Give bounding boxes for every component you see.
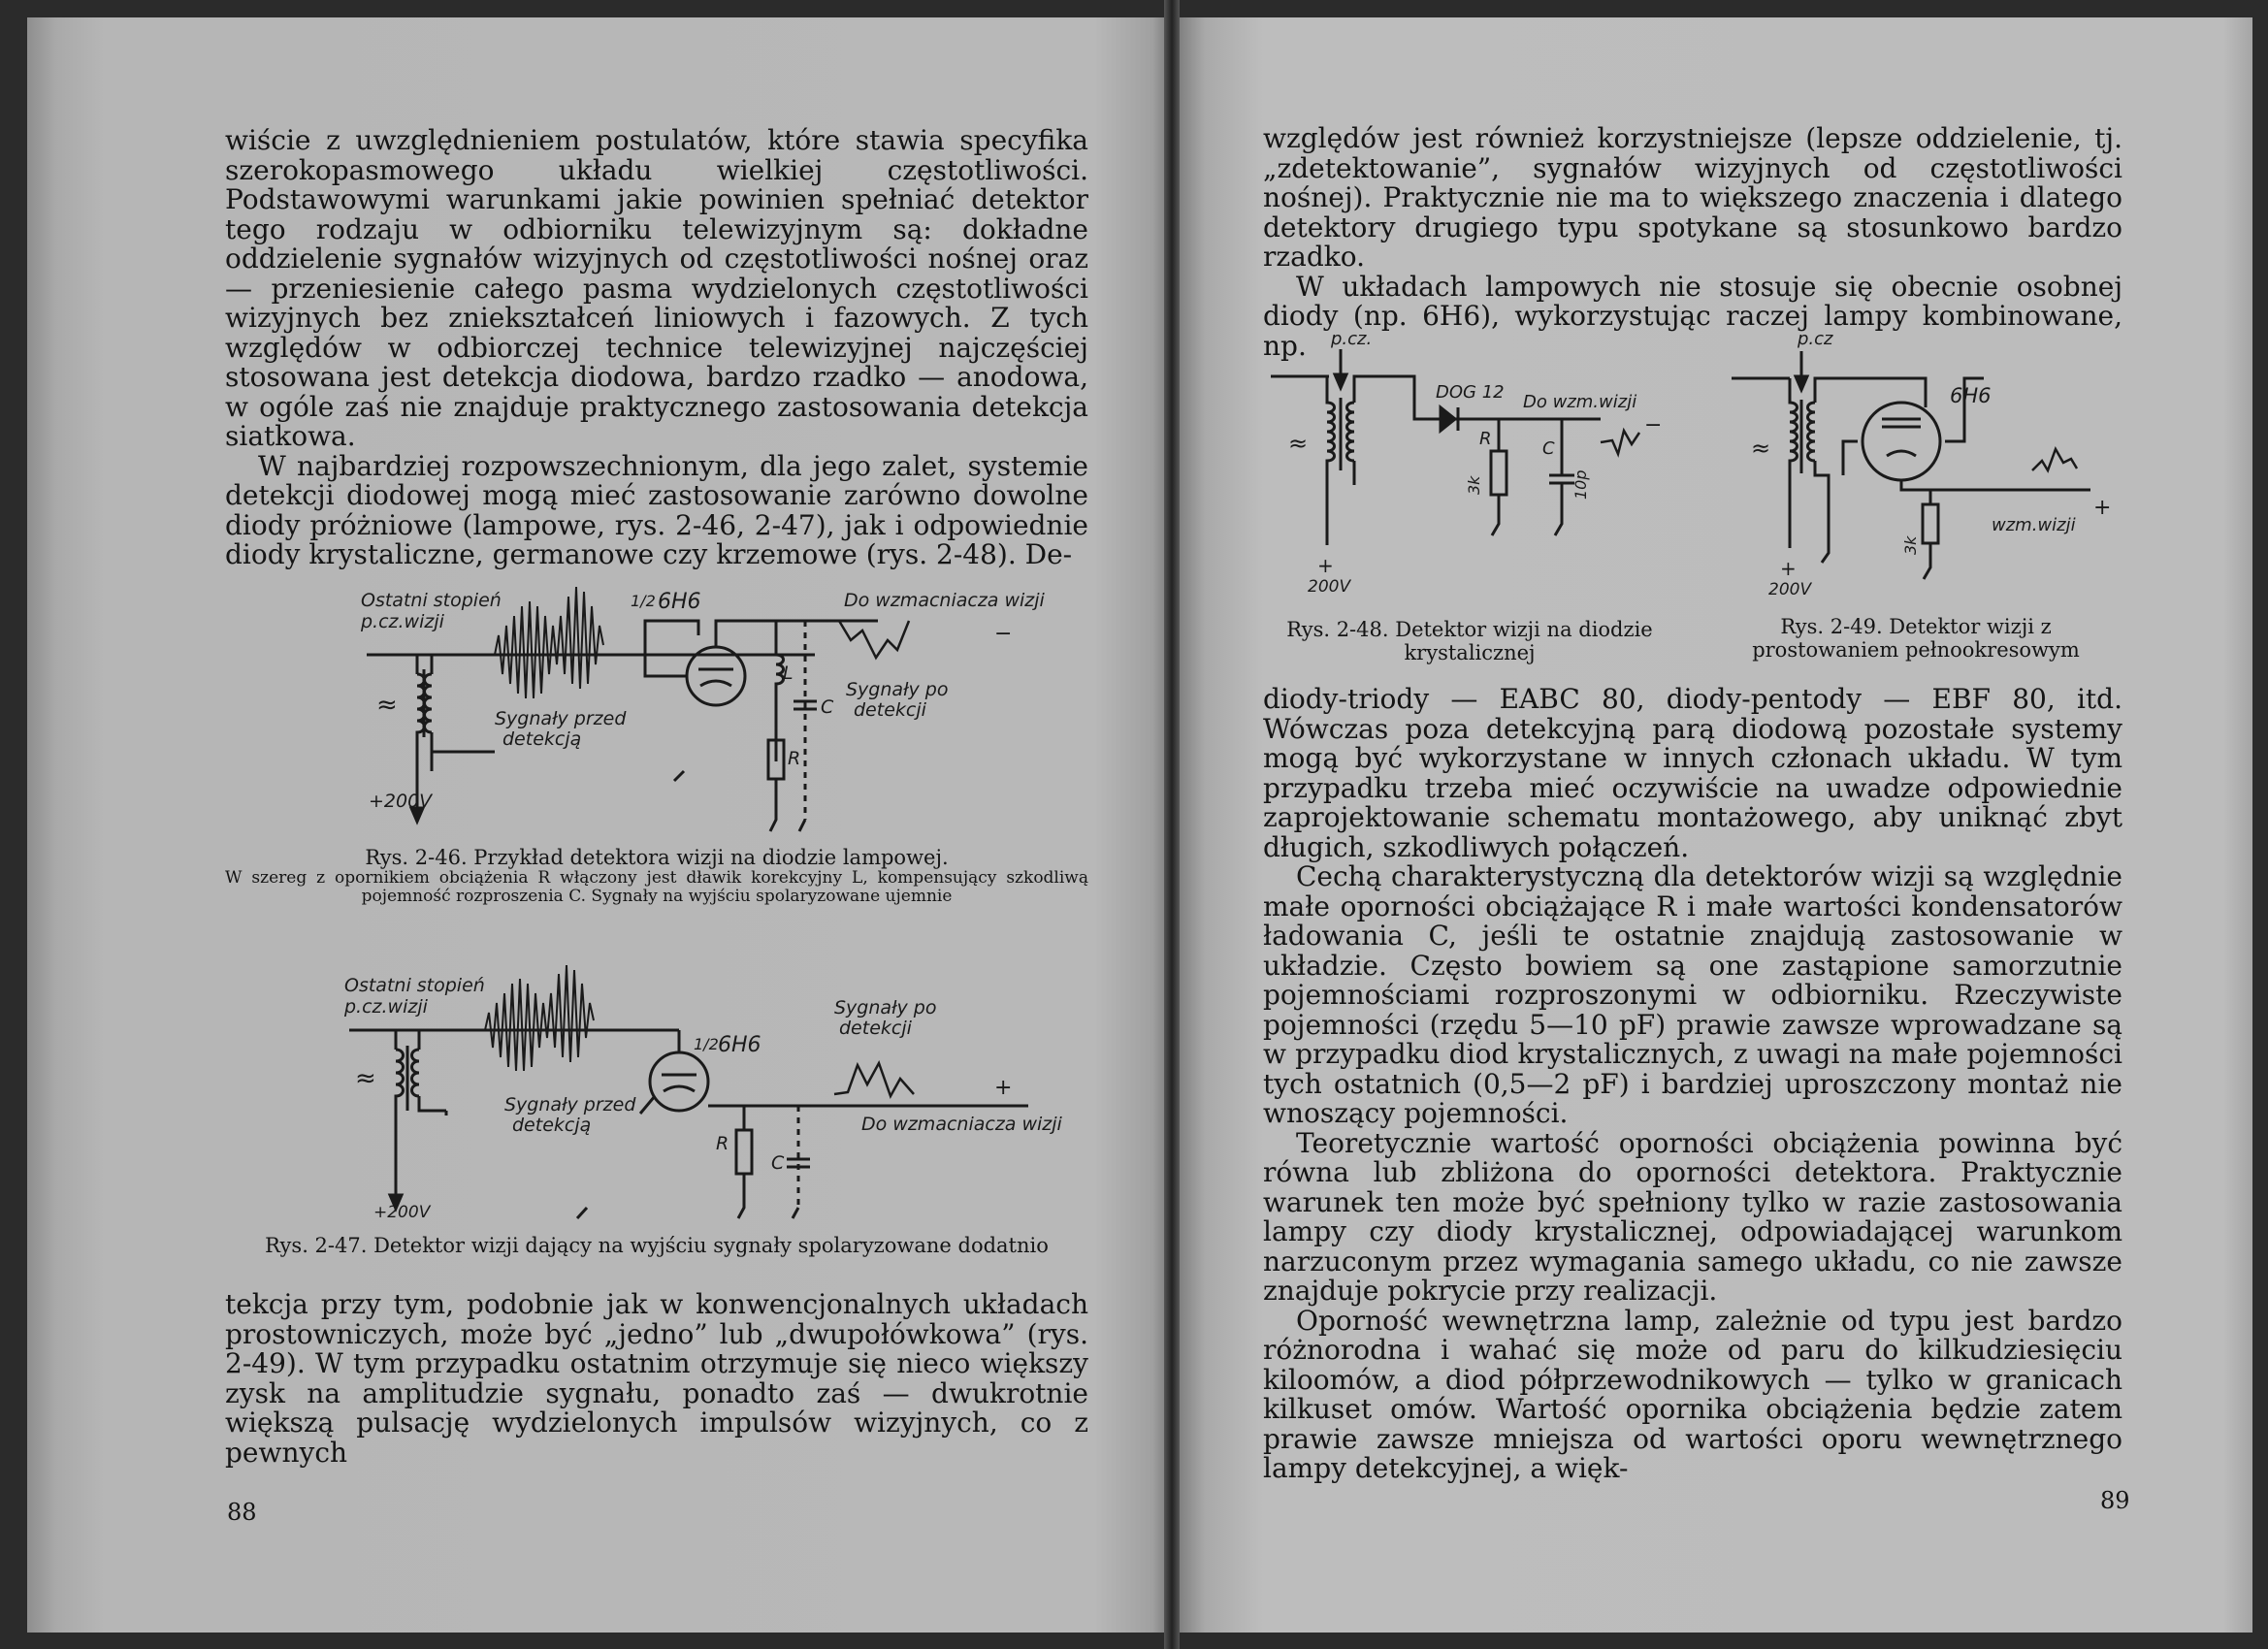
paragraph: Teoretycznie wartość oporności obciążenia powinna być równa lub zbliżona do oporności detektora. Praktycznie warunek ten może być spełniony tylko w razie zastosowania lampy czy diody krystalicznej, odpowiadającej warunkom narzuconym przez wymagania samego układu, co nie zawsze znajduje pokrycie przy realizacji.	[1263, 1126, 2122, 1307]
label-before: Sygnały przed	[504, 1094, 636, 1116]
left-body-bottom	[225, 1290, 1088, 1468]
right-body-top	[1263, 124, 2122, 361]
paragraph: Oporność wewnętrzna lamp, zależnie od typu jest bardzo różnorodna i wahać się może od paru do kilkudziesięciu kiloomów, a diod półprzewodnikowych — tylko w granicach kilkuset omów. Wartość opornika obciążenia będzie zatem prawie zawsze mniejsza od wartości oporu wewnętrznego lampy detekcyjnej, a więk-	[1263, 1304, 2122, 1484]
label-R: R	[1479, 429, 1492, 449]
label-plus: +	[994, 1076, 1013, 1100]
tube-fraction: 1/2	[694, 1035, 719, 1053]
label-before2: detekcją	[512, 1115, 592, 1136]
figure-caption: Rys. 2-49. Detektor wizji z prostowaniem pełnookresowym	[1752, 615, 2080, 662]
paragraph: Cechą charakterystyczną dla detektorów wizji są względnie małe oporności obciążające R i małe wartości kondensatorów ładowania C, jeśli te ostatnie znajdują zastosowanie w układzie. Często bowiem są one zastąpione samorzutnie pojemnościami rozproszonymi w odbiorniku. Rzeczywiste pojemności (rzędu 5—10 pF) prawie zawsze wprowadzane są w przypadku diod krystalicznych, z uwagi na małe pojemności tych ostatnich (0,5—2 pF) i bardziej uproszczony montaż nie wnoszący pojemności.	[1263, 860, 2122, 1129]
figure-caption: Rys. 2-46. Przykład detektora wizji na diodzie lampowej.	[365, 846, 949, 869]
label-plus: +	[1317, 554, 1334, 577]
label-before: Sygnały przed	[495, 708, 627, 729]
paragraph: W najbardziej rozpowszechnionym, dla jego zalet, systemie detekcji diodowej mogą mieć zastosowanie zarówno dowolne diody próżniowe (lampowe, rys. 2-46, 2-47), jak i odpowiednie diody krystaliczne, germanowe czy krzemowe (rys. 2-48). De-	[225, 449, 1088, 570]
label-stage2: p.cz.wizji	[361, 611, 444, 632]
label-out: Do wzm.wizji	[1523, 392, 1637, 412]
label-minus: −	[1644, 413, 1663, 437]
label-out: wzm.wizji	[1992, 515, 2076, 535]
label-minus: −	[994, 622, 1013, 646]
label-200v: 200V	[1308, 577, 1351, 597]
paragraph: tekcja przy tym, podobnie jak w konwencjonalnych układach prostowniczych, może być „jedno” lub „dwupołówkowa” (rys. 2-49). W tym przypadku ostatnim otrzymuje się nieco większy zysk na amplitudzie sygnału, ponadto zaś — dwukrotnie większą pulsację wydzielonych impulsów wizyjnych, co z pewnych	[225, 1288, 1088, 1469]
label-after: Sygnały po	[834, 997, 937, 1018]
fig46-caption-block	[225, 846, 1088, 906]
label-plus: +	[2093, 496, 2112, 520]
label-R: R	[788, 748, 801, 769]
label-200v: 200V	[1768, 580, 1812, 599]
approx-symbol: ≈	[355, 1064, 376, 1093]
label-diode: DOG 12	[1436, 382, 1505, 403]
figure-caption: Rys. 2-48. Detektor wizji na diodzie krystalicznej	[1286, 618, 1653, 664]
label-200v: +200V	[369, 791, 433, 812]
right-body-bottom	[1263, 685, 2122, 1484]
label-out: Do wzmacniacza wizji	[844, 590, 1045, 611]
paragraph: względów jest również korzystniejsze (lepsze oddzielenie, tj. „zdetektowanie”, sygnałów wizyjnych od częstotliwości nośnej). Praktycznie nie ma to większego znaczenia i dlatego detektory drugiego typu spotykane są stosunkowo bardzo rzadko.	[1263, 122, 2122, 273]
page-number-left: 88	[227, 1499, 257, 1526]
label-L: L	[783, 663, 794, 684]
figure-caption-detail: W szereg z opornikiem obciążenia R włączony jest dławik korekcyjny L, kompensujący szkodliwą pojemność rozproszenia C. Sygnały na wyjściu spolaryzowane ujemnie	[225, 868, 1088, 906]
label-r-value: 3k	[1901, 535, 1920, 555]
fig49-caption-block	[1707, 615, 2124, 662]
label-after: Sygnały po	[846, 679, 949, 700]
label-C: C	[771, 1152, 785, 1174]
label-after2: detekcji	[839, 1018, 912, 1039]
tube-label: 6H6	[1950, 384, 1992, 407]
label-stage: Ostatni stopień	[361, 590, 502, 611]
label-stage2: p.cz.wizji	[344, 996, 428, 1018]
label-after2: detekcji	[854, 699, 926, 721]
label-C: C	[1542, 438, 1555, 459]
label-plus-200: +	[1780, 557, 1797, 580]
figure-2-49	[1722, 330, 2129, 601]
label-before2: detekcją	[502, 728, 582, 750]
label-pcz: p.cz.	[1331, 329, 1373, 349]
paragraph: wiście z uwzględnieniem postulatów, które stawia specyfika szerokopasmowego układu wielkiej częstotliwości. Podstawowymi warunkami jakie powinien spełniać detektor tego rodzaju w odbiorniku telewizyjnym są: dokładne oddzielenie sygnałów wizyjnych od częstotliwości nośnej oraz — przeniesienie całego pasma wydzielonych częstotliwości wizyjnych bez zniekształceń liniowych i fazowych. Z tych względów w odbiorczej technice telewizyjnej najczęściej stosowana jest detekcja diodowa, bardzo rzadko — anodowa, w ogóle zaś nie znajduje praktycznego zastosowania detekcja siatkowa.	[225, 124, 1088, 452]
label-C: C	[821, 696, 834, 718]
tube-label: 6H6	[718, 1033, 761, 1057]
fig47-caption-block	[225, 1234, 1088, 1257]
label-200v: +200V	[373, 1203, 431, 1222]
label-pcz: p.cz	[1798, 329, 1833, 349]
figure-caption: Rys. 2-47. Detektor wizji dający na wyjściu sygnały spolaryzowane dodatnio	[265, 1234, 1049, 1257]
label-R: R	[716, 1133, 729, 1154]
label-c-value: 10p	[1571, 469, 1590, 500]
paragraph: diody-triody — EABC 80, diody-pentody — EBF 80, itd. Wówczas poza detekcyjną parą diodową pozostałe systemy mogą być wykorzystane w innych członach układu. W tym przypadku trzeba mieć oczywiście na uwadze odpowiednie zaprojektowanie schematu montażowego, aby uniknąć zbyt długich, szkodliwych połączeń.	[1263, 683, 2122, 863]
page-number-right: 89	[2100, 1487, 2130, 1514]
paragraph: W układach lampowych nie stosuje się obecnie osobnej diody (np. 6H6), wykorzystując raczej lampy kombinowane, np.	[1263, 270, 2122, 362]
tube-fraction: 1/2	[631, 592, 656, 610]
figure-2-46	[349, 577, 1045, 844]
label-out: Do wzmacniacza wizji	[861, 1114, 1062, 1135]
tube-label: 6H6	[658, 590, 701, 614]
figure-2-47	[330, 970, 1062, 1232]
approx-symbol: ≈	[1751, 435, 1771, 462]
label-r-value: 3k	[1465, 475, 1483, 495]
approx-symbol: ≈	[376, 691, 398, 720]
fig48-caption-block	[1261, 618, 1678, 664]
approx-symbol: ≈	[1288, 430, 1309, 457]
left-body-top	[225, 126, 1088, 570]
figure-2-48	[1261, 330, 1688, 597]
label-stage: Ostatni stopień	[344, 975, 485, 996]
book-gutter	[1164, 0, 1180, 1649]
